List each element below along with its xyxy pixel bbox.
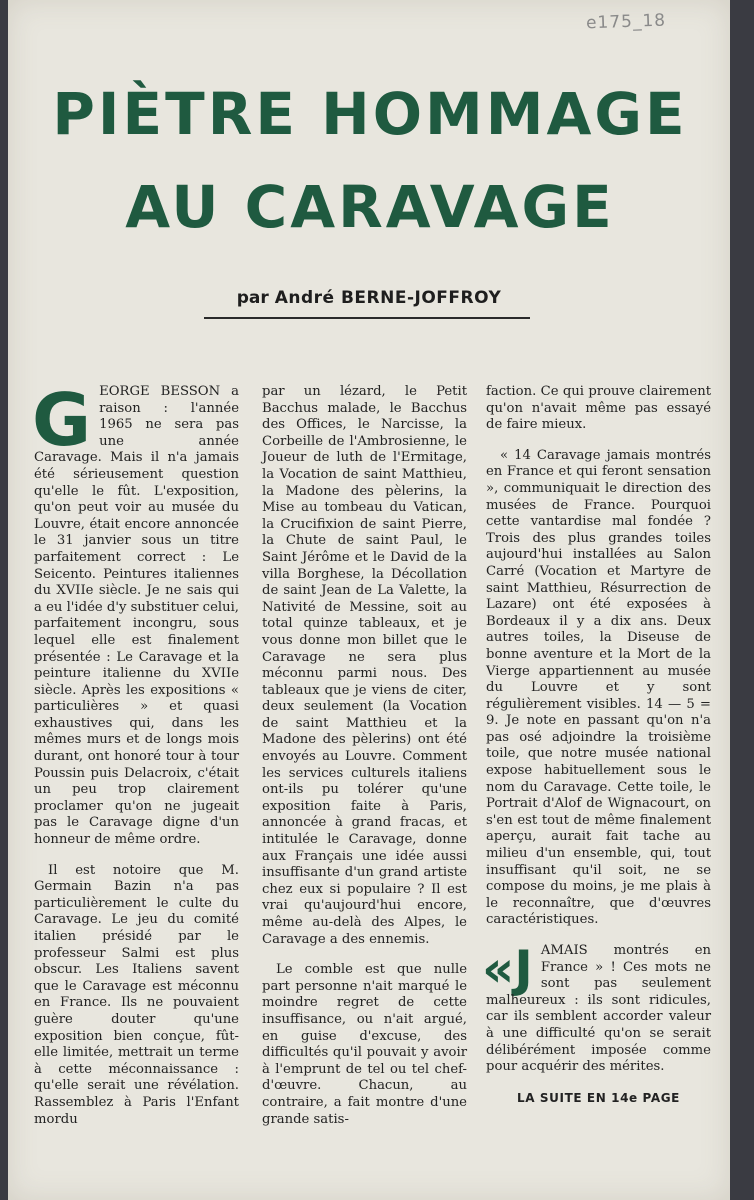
paragraph: Le comble est que nulle part personne n'ait marqué le moindre regret de cette insuffisance, ou n'ait argué, en guise d'excuse, des difficultés qu'il pouvait y avoir à l'emprunt de tel ou tel chef-d'œuvre. Chacun, au contraire, a fait montre d'une grande satis- bbox=[262, 962, 467, 1127]
byline bbox=[200, 288, 538, 308]
paragraph: faction. Ce qui prouve clairement qu'on n'avait même pas essayé de faire mieux. bbox=[486, 384, 711, 433]
article-column-2 bbox=[262, 384, 467, 1142]
paragraph bbox=[32, 378, 239, 849]
continued-notice: LA SUITE EN 14e PAGE bbox=[517, 1090, 680, 1105]
paragraph: « 14 Caravage jamais montrés en France et qui feront sensation », communiquait le direction des musées de France. Pourquoi cette vantardise mal fondée ? Trois des plus grandes toiles aujourd'hui installées au Salon Carré (Vocation et Martyre de saint Matthieu, Résurrection de Lazare) ont été exposées à Bordeaux il y a dix ans. Deux autres toiles, la Diseuse de bonne aventure et la Mort de la Vierge appartiennent au musée du Louvre et y sont régulièrement visibles. 14 — 5 = 9. Je note en passant qu'on n'a pas osé adjoindre la troisième toile, que notre musée national expose habituellement sous le nom du Caravage. Cette toile, le Portrait d'Alof de Wignacourt, on s'en est tout de même finalement aperçu, aurait fait tache au milieu d'un ensemble, qui, tout insuffisant qu'il soit, ne se compose du moins, je me plais à le reconnaître, que d'œuvres caractéristiques. bbox=[486, 447, 711, 928]
paragraph: Il est notoire que M. Germain Bazin n'a pas particulièrement le culte du Caravage. Le jeu du comité italien présidé par le professeur Salmi est plus obscur. Les Italiens savent que le Caravage est méconnu en France. Ils ne pouvaient guère douter qu'une exposition bien conçue, fût-elle limitée, mettrait un terme à cette méconnaissance : qu'elle serait une révélation. Rassemblez à Paris l'Enfant mordu bbox=[34, 862, 239, 1127]
article-column-3 bbox=[482, 384, 711, 1106]
headline-line-2: AU CARAVAGE bbox=[125, 173, 615, 241]
drop-cap: «J bbox=[482, 940, 533, 998]
byline-prefix: par bbox=[236, 288, 269, 308]
article-column-1 bbox=[32, 378, 239, 1142]
byline-author: André BERNE-JOFFROY bbox=[274, 288, 502, 308]
headline-line-1: PIÈTRE HOMMAGE bbox=[52, 80, 688, 148]
paragraph-text: AMAIS montrés en France » ! Ces mots ne sont pas seulement malheureux : ils sont ridicules, car ils semblent accorder valeur à une difficulté qu'on se serait délibérément imposée comme pour acquérir des mérites. bbox=[486, 943, 711, 1075]
scan-border-right bbox=[730, 0, 754, 1200]
paragraph-text: EORGE BESSON a raison : l'année 1965 ne sera pas une année Caravage. Mais il n'a jamais été sérieusement question qu'elle le fût. L'exposition, qu'on peut voir au musée du Louvre, était encore annoncée le 31 janvier sous un titre parfaitement correct : Le Seicento. Peintures italiennes du XVIIe siècle. Je ne sais qui a eu l'idée d'y substituer celui, parfaitement incongru, sous lequel elle est finalement présentée : Le Caravage et la peinture italienne du XVIIe siècle. Après les expositions « particulières » et quasi exhaustives qui, dans les mêmes murs et de longs mois durant, ont honoré tour à tour Poussin puis Delacroix, c'était un peu trop clairement proclamer qu'on ne jugeait pas le Caravage digne d'un honneur de même ordre. bbox=[34, 384, 239, 848]
byline-rule bbox=[204, 317, 530, 319]
archive-reference: e175_18 bbox=[585, 10, 667, 34]
paragraph bbox=[482, 940, 711, 1076]
drop-cap: G bbox=[32, 378, 92, 462]
paragraph: par un lézard, le Petit Bacchus malade, le Bacchus des Offices, le Narcisse, la Corbeille de l'Ambrosienne, le Joueur de luth de l'Ermitage, la Vocation de saint Matthieu, la Madone des pèlerins, la Mise au tombeau du Vatican, la Crucifixion de saint Pierre, la Chute de saint Paul, le Saint Jérôme et le David de la villa Borghese, la Décollation de saint Jean de La Valette, la Nativité de Messine, soit au total quinze tableaux, et je vous donne mon billet que le Caravage ne sera plus méconnu parmi nous. Des tableaux que je viens de citer, deux seulement (la Vocation de saint Matthieu et la Madone des pèlerins) ont été envoyés au Louvre. Comment les services culturels italiens ont-ils pu tolérer qu'une exposition faite à Paris, annoncée à grand fracas, et intitulée le Caravage, donne aux Français une idée aussi insuffisante d'un grand artiste chez eux si populaire ? Il est vrai qu'aujourd'hui encore, même au-delà des Alpes, le Caravage a des ennemis. bbox=[262, 384, 467, 947]
